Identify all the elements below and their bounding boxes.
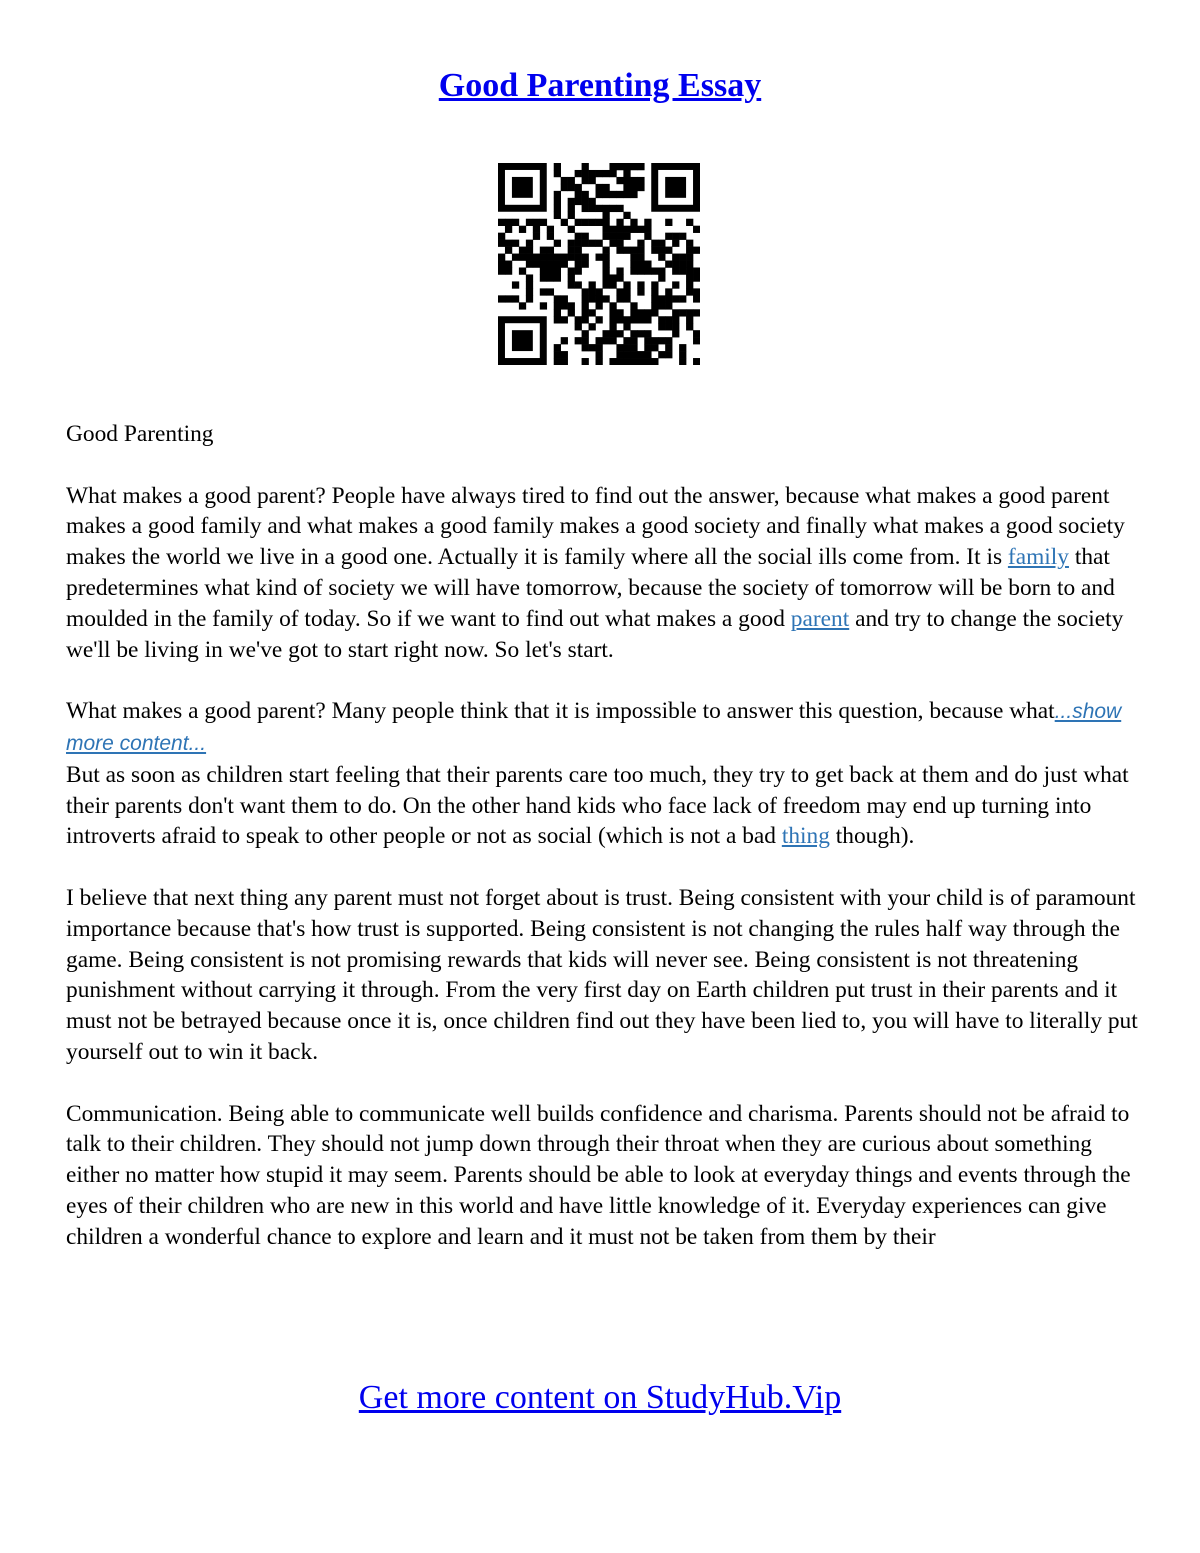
document-title: [0, 64, 1200, 108]
paragraph-4: I believe that next thing any parent must not forget about is trust. Being consistent with your child is of paramount importance because that's how trust is supported. Being consistent is not changing the rules half way through the game. Being consistent is not promising rewards that kids will never see. Being consistent is not threatening punishment without carrying it through. From the very first day on Earth children put trust in their parents and it must not be betrayed because once it is, once children find out they have been lied to, you will have to literally put yourself out to win it back.: [66, 884, 1138, 1065]
qr-code-icon: [498, 163, 700, 365]
link-thing[interactable]: thing: [781, 823, 830, 850]
footer: [0, 1376, 1200, 1420]
paragraph-1-text-c: and try to change the society we'll be living in we've got to start right now. So let's start.: [66, 605, 1124, 663]
paragraph-3-text-b: though).: [829, 823, 915, 850]
paragraph-3-text-a: But as soon as children start feeling that their parents care too much, they try to get back at them and do just what their parents don't want them to do. On the other hand kids who face lack of freedom may end up turning into introverts afraid to speak to other people or not as social (which is not a bad: [66, 761, 1129, 850]
qr-code-graphic: [498, 163, 700, 365]
show-more-link[interactable]: ...show more content...: [66, 700, 1122, 755]
paragraph-2-text: What makes a good parent? Many people think that it is impossible to answer this question, because what: [66, 698, 1055, 725]
paragraph-5: Communication. Being able to communicate well builds confidence and charisma. Parents should not be afraid to talk to their children. They should not jump down through their throat when they are curious about something either no matter how stupid it may seem. Parents should be able to look at everyday things and events through the eyes of their children who are new in this world and have little knowledge of it. Everyday experiences can give children a wonderful chance to explore and learn and it must not be taken from them by their: [66, 1100, 1131, 1250]
link-family[interactable]: family: [1007, 544, 1069, 571]
paragraph-3: [66, 760, 1140, 852]
title-link[interactable]: Good Parenting Essay: [438, 67, 762, 104]
essay-body: [66, 419, 1140, 1283]
paragraph-1-text-b: that predetermines what kind of society we will have tomorrow, because the society of tomorrow will be born to and moulded in the family of today. So if we want to find out what makes a good: [66, 544, 1115, 632]
essay-heading: Good Parenting: [66, 421, 214, 447]
paragraph-1: [66, 481, 1140, 666]
link-parent[interactable]: parent: [790, 605, 850, 632]
paragraph-2: [66, 696, 1140, 760]
studyhub-link[interactable]: Get more content on StudyHub.Vip: [358, 1379, 842, 1416]
paragraph-1-text-a: What makes a good parent? People have always tired to find out the answer, because what makes a good parent makes a good family and what makes a good family makes a good society and finally what makes a good society makes the world we live in a good one. Actually it is family where all the social ills come from. It is: [66, 482, 1125, 571]
